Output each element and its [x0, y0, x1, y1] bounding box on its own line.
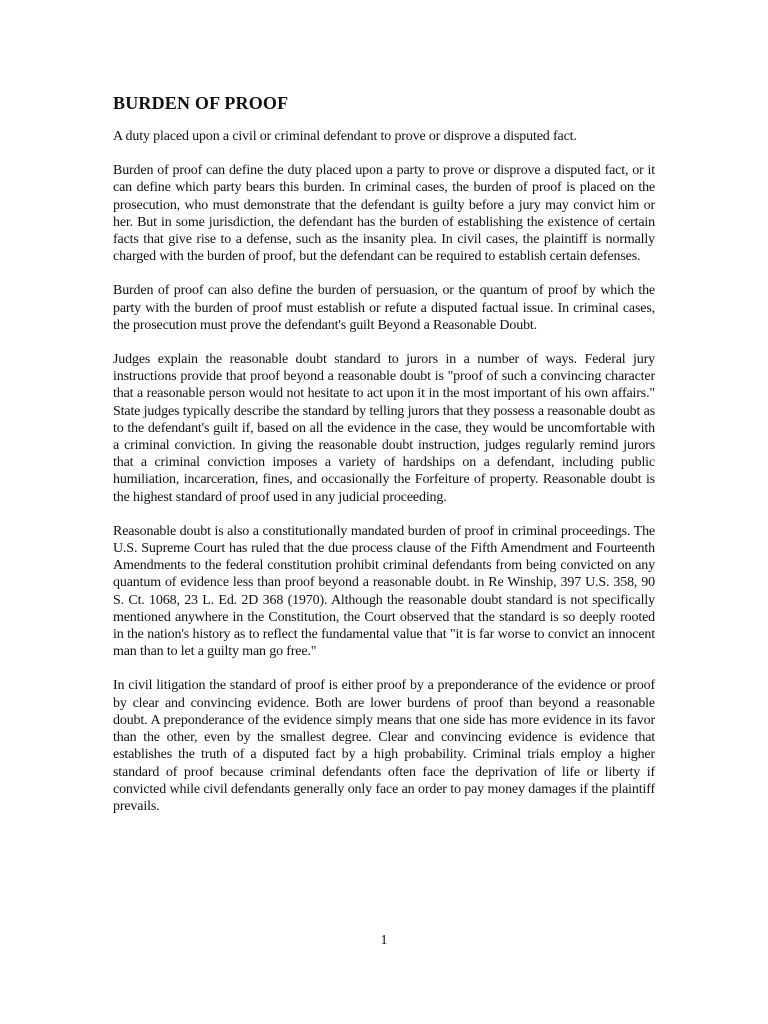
document-page — [113, 92, 655, 832]
document-title: BURDEN OF PROOF — [113, 93, 289, 113]
paragraph-definition: A duty placed upon a civil or criminal defendant to prove or disprove a disputed fact. — [113, 129, 577, 144]
paragraph-burden-of-persuasion: Burden of proof can also define the burden of persuasion, or the quantum of proof by which the party with the burden of proof must establish or refute a disputed factual issue. In criminal cases, the prosecution must prove the defendant's guilt Beyond a Reasonable Doubt. — [113, 283, 655, 333]
paragraph-reasonable-doubt-instructions: Judges explain the reasonable doubt standard to jurors in a number of ways. Federal jury instructions provide that proof beyond a reasonable doubt is "proof of such a convincing character that a reasonable person would not hesitate to act upon it in the most important of his own affairs." State judges typically describe the standard by telling jurors that they possess a reasonable doubt as to the defendant's guilt if, based on all the evidence in the case, they would be uncomfortable with a criminal conviction. In giving the reasonable doubt instruction, judges regularly remind jurors that a criminal conviction imposes a variety of hardships on a defendant, including public humiliation, incarceration, fines, and occasionally the Forfeiture of property. Reasonable doubt is the highest standard of proof used in any judicial proceeding. — [113, 352, 655, 505]
paragraph-civil-litigation: In civil litigation the standard of proof is either proof by a preponderance of the evidence or proof by clear and convincing evidence. Both are lower burdens of proof than beyond a reasonable doubt. A preponderance of the evidence simply means that one side has more evidence in its favor than the other, even by the smallest degree. Clear and convincing evidence is evidence that establishes the truth of a disputed fact by a high probability. Criminal trials employ a higher standard of proof because criminal defendants often face the deprivation of life or liberty if convicted while civil defendants generally only face an order to pay money damages if the plaintiff prevails. — [113, 678, 655, 814]
paragraph-burden-definition: Burden of proof can define the duty placed upon a party to prove or disprove a disputed fact, or it can define which party bears this burden. In criminal cases, the burden of proof is placed on the prosecution, who must demonstrate that the defendant is guilty before a jury may convict him or her. But in some jurisdiction, the defendant has the burden of establishing the existence of certain facts that give rise to a defense, such as the insanity plea. In civil cases, the plaintiff is normally charged with the burden of proof, but the defendant can be required to establish certain defenses. — [113, 163, 655, 265]
page-number: 1 — [380, 933, 388, 948]
paragraph-constitutional-standard: Reasonable doubt is also a constitutionally mandated burden of proof in criminal proceedings. The U.S. Supreme Court has ruled that the due process clause of the Fifth Amendment and Fourteenth Amendments to the federal constitution prohibit criminal defendants from being convicted on any quantum of evidence less than proof beyond a reasonable doubt. in Re Winship, 397 U.S. 358, 90 S. Ct. 1068, 23 L. Ed. 2D 368 (1970). Although the reasonable doubt standard is not specifically mentioned anywhere in the Constitution, the Court observed that the standard is so deeply rooted in the nation's history as to reflect the fundamental value that "it is far worse to convict an innocent man than to let a guilty man go free." — [113, 523, 655, 660]
